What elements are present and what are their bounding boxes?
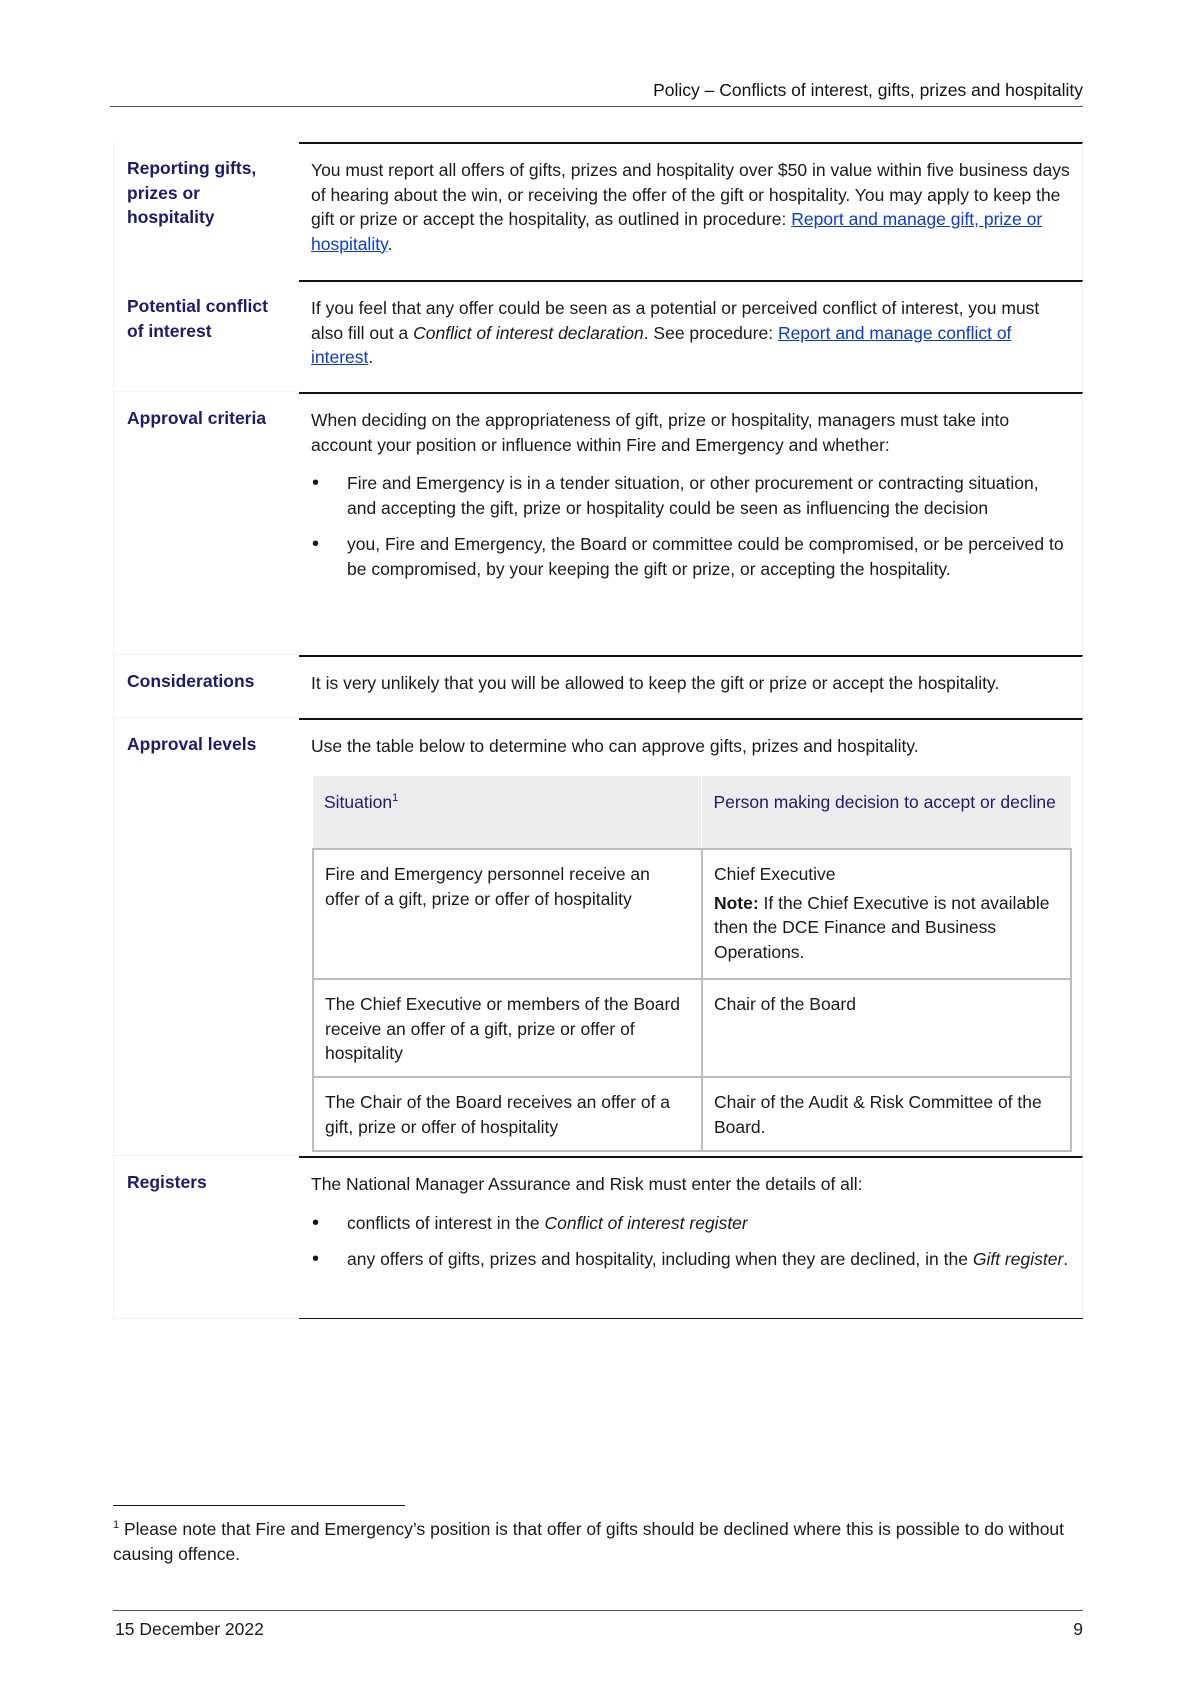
column-header-situation [313, 776, 702, 849]
report-gift-link[interactable]: Report and manage gift, prize or hospitality [311, 209, 1043, 254]
text: . See procedure: [643, 322, 778, 343]
text: conflicts of interest in the [347, 1212, 545, 1233]
section-content [299, 142, 1083, 281]
approval-table [312, 776, 1072, 1152]
table-header-row [313, 776, 1071, 849]
page-header [110, 80, 1083, 107]
paragraph: When deciding on the appropriateness of gift, prize or hospitality, managers must take into account your position or influence within Fire and Emergency and whether: [311, 410, 1010, 455]
paragraph: Use the table below to determine who can approve gifts, prizes and hospitality. [311, 736, 919, 756]
page-number: 9 [1073, 1619, 1083, 1639]
section-registers [113, 1156, 1083, 1319]
label-text: Potential conflict of interest [127, 296, 268, 341]
situation-cell: The Chair of the Board receives an offer of a gift, prize or offer of hospitality [313, 1077, 702, 1151]
table-bottom-rule [299, 1318, 1083, 1319]
section-content [299, 1156, 1083, 1319]
italic-text: Conflict of interest register [544, 1212, 748, 1233]
section-label [113, 655, 298, 718]
section-content [299, 392, 1083, 655]
section-label [113, 718, 298, 1156]
person-cell [702, 849, 1071, 979]
paragraph: It is very unlikely that you will be allowed to keep the gift or prize or accept the hospitality. [311, 673, 1000, 693]
label-text: Approval criteria [127, 408, 267, 428]
header-text: Situation [324, 792, 393, 812]
note [714, 891, 1058, 965]
footnote-divider [113, 1505, 405, 1506]
text: If you feel that any offer could be seen as a potential or perceived conflict of interest, you must also fill out a [311, 298, 1040, 343]
section-content [299, 280, 1083, 392]
section-label [113, 280, 298, 392]
person-text: Chief Executive [713, 864, 836, 884]
footnote [113, 1517, 1073, 1566]
section-reporting [113, 142, 1083, 281]
bullet-list [311, 471, 1071, 581]
situation-cell: Fire and Emergency personnel receive an offer of a gift, prize or offer of hospitality [313, 849, 702, 979]
paragraph [311, 158, 1071, 256]
italic-text: Gift register [972, 1249, 1064, 1269]
column-header-person: Person making decision to accept or decline [702, 776, 1071, 849]
label-text: Registers [127, 1172, 207, 1192]
section-label [113, 142, 298, 281]
page-footer [113, 1610, 1083, 1639]
list-item [347, 1247, 1071, 1272]
text: any offers of gifts, prizes and hospitality, including when they are declined, in the [347, 1249, 973, 1269]
footnote-marker: 1 [392, 792, 399, 805]
label-text: Approval levels [127, 734, 257, 754]
person-cell: Chair of the Board [702, 979, 1071, 1077]
person-cell: Chair of the Audit & Risk Committee of the Board. [702, 1077, 1071, 1151]
list-item: • Fire and Emergency is in a tender situation, or other procurement or contracting situation, and accepting the gift, prize or hospitality could be seen as influencing the decision [347, 471, 1071, 520]
bullet-list [311, 1211, 1071, 1272]
table-row [313, 849, 1071, 979]
table-row [313, 1077, 1071, 1151]
section-label [113, 392, 298, 655]
header-title: Policy – Conflicts of interest, gifts, prizes and hospitality [653, 80, 1083, 100]
section-potential-conflict [113, 280, 1083, 392]
situation-cell: The Chief Executive or members of the Board receive an offer of a gift, prize or offer of hospitality [313, 979, 702, 1077]
italic-text: Conflict of interest declaration [413, 322, 644, 343]
paragraph: The National Manager Assurance and Risk must enter the details of all: [311, 1174, 863, 1194]
report-conflict-link[interactable]: Report and manage conflict of interest [311, 322, 1012, 367]
note-text: If the Chief Executive is not available then the DCE Finance and Business Operations. [713, 892, 1050, 962]
label-text: Considerations [127, 671, 255, 691]
note-label: Note: [713, 892, 759, 913]
footer-date: 15 December 2022 [115, 1619, 264, 1639]
text: You must report all offers of gifts, prizes and hospitality over $50 in value within five business days of hearing about the win, or receiving the offer of the gift or hospitality. You may apply to keep the gift or prize or accept the hospitality, as outlined in procedure: [311, 160, 1070, 229]
section-content [299, 655, 1083, 718]
text: . [1063, 1249, 1069, 1269]
table-row [313, 979, 1071, 1077]
section-considerations [113, 655, 1083, 718]
list-item: • you, Fire and Emergency, the Board or committee could be compromised, or be perceived to be compromised, by your keeping the gift or prize, or accepting the hospitality. [347, 532, 1071, 581]
paragraph [311, 296, 1071, 370]
label-text: Reporting gifts, prizes or hospitality [127, 158, 257, 227]
footnote-marker: 1 [113, 1519, 120, 1532]
text: . [387, 233, 393, 254]
text: . [368, 347, 374, 367]
list-item [347, 1211, 1071, 1236]
footnote-text: Please note that Fire and Emergency’s position is that offer of gifts should be declined where this is possible to do without causing offence. [113, 1519, 1065, 1564]
section-label [113, 1156, 298, 1319]
section-approval-criteria [113, 392, 1083, 655]
